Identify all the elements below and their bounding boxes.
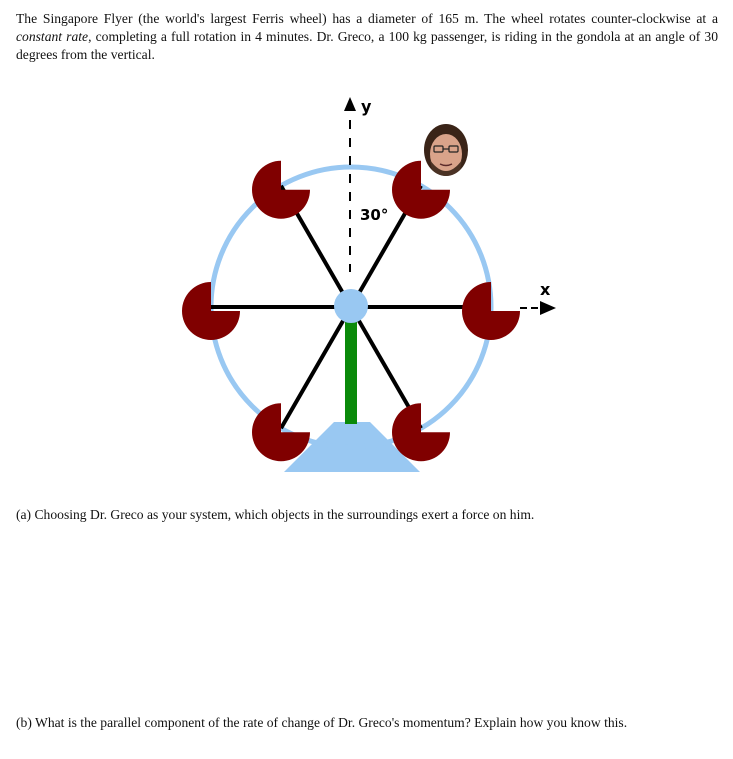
question-a: (a) Choosing Dr. Greco as your system, which objects in the surroundings exert a force on him. (16, 507, 535, 522)
gondola (182, 282, 240, 340)
support-tower (345, 320, 357, 424)
dr-greco-head (424, 124, 468, 176)
problem-intro (16, 10, 718, 64)
angle-label: 30° (360, 206, 389, 224)
x-axis-arrow (540, 301, 556, 315)
intro-text-part-1: The Singapore Flyer (the world's largest Ferris wheel) has a diameter of 165 m. The wheel rotates counter-clockwise at a (16, 11, 718, 26)
spoke (281, 307, 351, 428)
question-b: (b) What is the parallel component of the rate of change of Dr. Greco's momentum? Explain how you know this. (16, 715, 628, 730)
y-axis-label: y (361, 97, 372, 116)
wheel-hub (334, 289, 368, 323)
x-axis-label: x (540, 280, 551, 299)
gondola (462, 282, 520, 340)
gondola (252, 161, 310, 219)
gondola (252, 403, 310, 461)
y-axis-arrow (344, 97, 356, 111)
intro-text-part-2: , completing a full rotation in 4 minutes. Dr. Greco, a 100 kg passenger, is riding in the gondola at an angle of 30 degrees from the vertical. (16, 29, 718, 62)
intro-emphasis: constant rate (16, 29, 89, 44)
